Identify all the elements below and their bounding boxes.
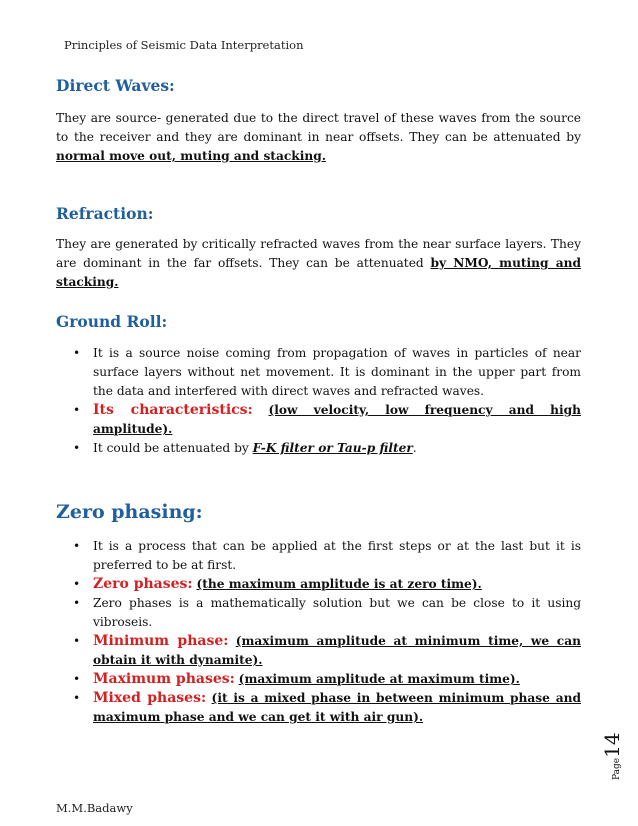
list-item <box>56 344 581 401</box>
zero-phasing-list <box>56 537 581 727</box>
list-item <box>56 594 581 632</box>
footer-author: M.M.Badawy <box>56 801 133 815</box>
paragraph-direct-waves <box>56 109 581 166</box>
attenuation-filters: F-K filter or Tau-p filter <box>252 441 413 455</box>
mixed-phases-text: (it is a mixed phase in between minimum phase and maximum phase and we can get it with air gun). <box>93 691 581 724</box>
list-item <box>56 632 581 670</box>
paragraph-refraction <box>56 235 581 292</box>
minimum-phase-text: (maximum amplitude at minimum time, we can obtain it with dynamite). <box>93 634 581 667</box>
characteristics-text: (low velocity, low frequency and high amplitude). <box>93 403 581 436</box>
maximum-phases-text: (maximum amplitude at maximum time). <box>238 672 520 686</box>
minimum-phase-label: Minimum phase: <box>93 633 229 649</box>
list-item <box>56 670 581 689</box>
attenuation-text: It could be attenuated by <box>93 441 253 455</box>
refraction-emphasis: by NMO, muting and stacking. <box>56 256 581 289</box>
page-number <box>600 720 624 780</box>
heading-refraction: Refraction: <box>56 204 154 223</box>
list-item <box>56 689 581 727</box>
heading-zero-phasing: Zero phasing: <box>56 501 203 523</box>
list-item <box>56 401 581 439</box>
direct-waves-text: They are source- generated due to the direct travel of these waves from the source to the receiver and they are dominant in near offsets. They can be attenuated by <box>56 111 581 144</box>
list-item <box>56 575 581 594</box>
page-label: Page <box>612 757 622 780</box>
attenuation-end: . <box>412 441 417 455</box>
heading-direct-waves: Direct Waves: <box>56 76 175 95</box>
page-value: 14 <box>600 732 624 758</box>
list-item <box>56 537 581 575</box>
characteristics-label: Its characteristics: <box>93 402 253 418</box>
list-item <box>56 439 581 458</box>
mixed-phases-label: Mixed phases: <box>93 690 207 706</box>
direct-waves-emphasis: normal move out, muting and stacking. <box>56 149 326 163</box>
running-header: Principles of Seismic Data Interpretation <box>64 38 304 52</box>
zero-phasing-bullet-3: Zero phases is a mathematically solution but we can be close to it using vibroseis. <box>93 596 581 629</box>
refraction-text: They are generated by critically refracted waves from the near surface layers. They are dominant in the far offsets. They can be attenuated <box>56 237 581 270</box>
ground-roll-list <box>56 344 581 458</box>
heading-ground-roll: Ground Roll: <box>56 312 168 331</box>
ground-roll-bullet-1: It is a source noise coming from propagation of waves in particles of near surface layers without net movement. It is dominant in the upper part from the data and interfered with direct waves and refracted waves. <box>93 346 581 398</box>
zero-phases-label: Zero phases: <box>93 576 193 592</box>
zero-phases-text: (the maximum amplitude is at zero time). <box>196 577 482 591</box>
zero-phasing-bullet-1: It is a process that can be applied at the first steps or at the last but it is preferred to be at first. <box>93 539 581 572</box>
maximum-phases-label: Maximum phases: <box>93 671 235 687</box>
